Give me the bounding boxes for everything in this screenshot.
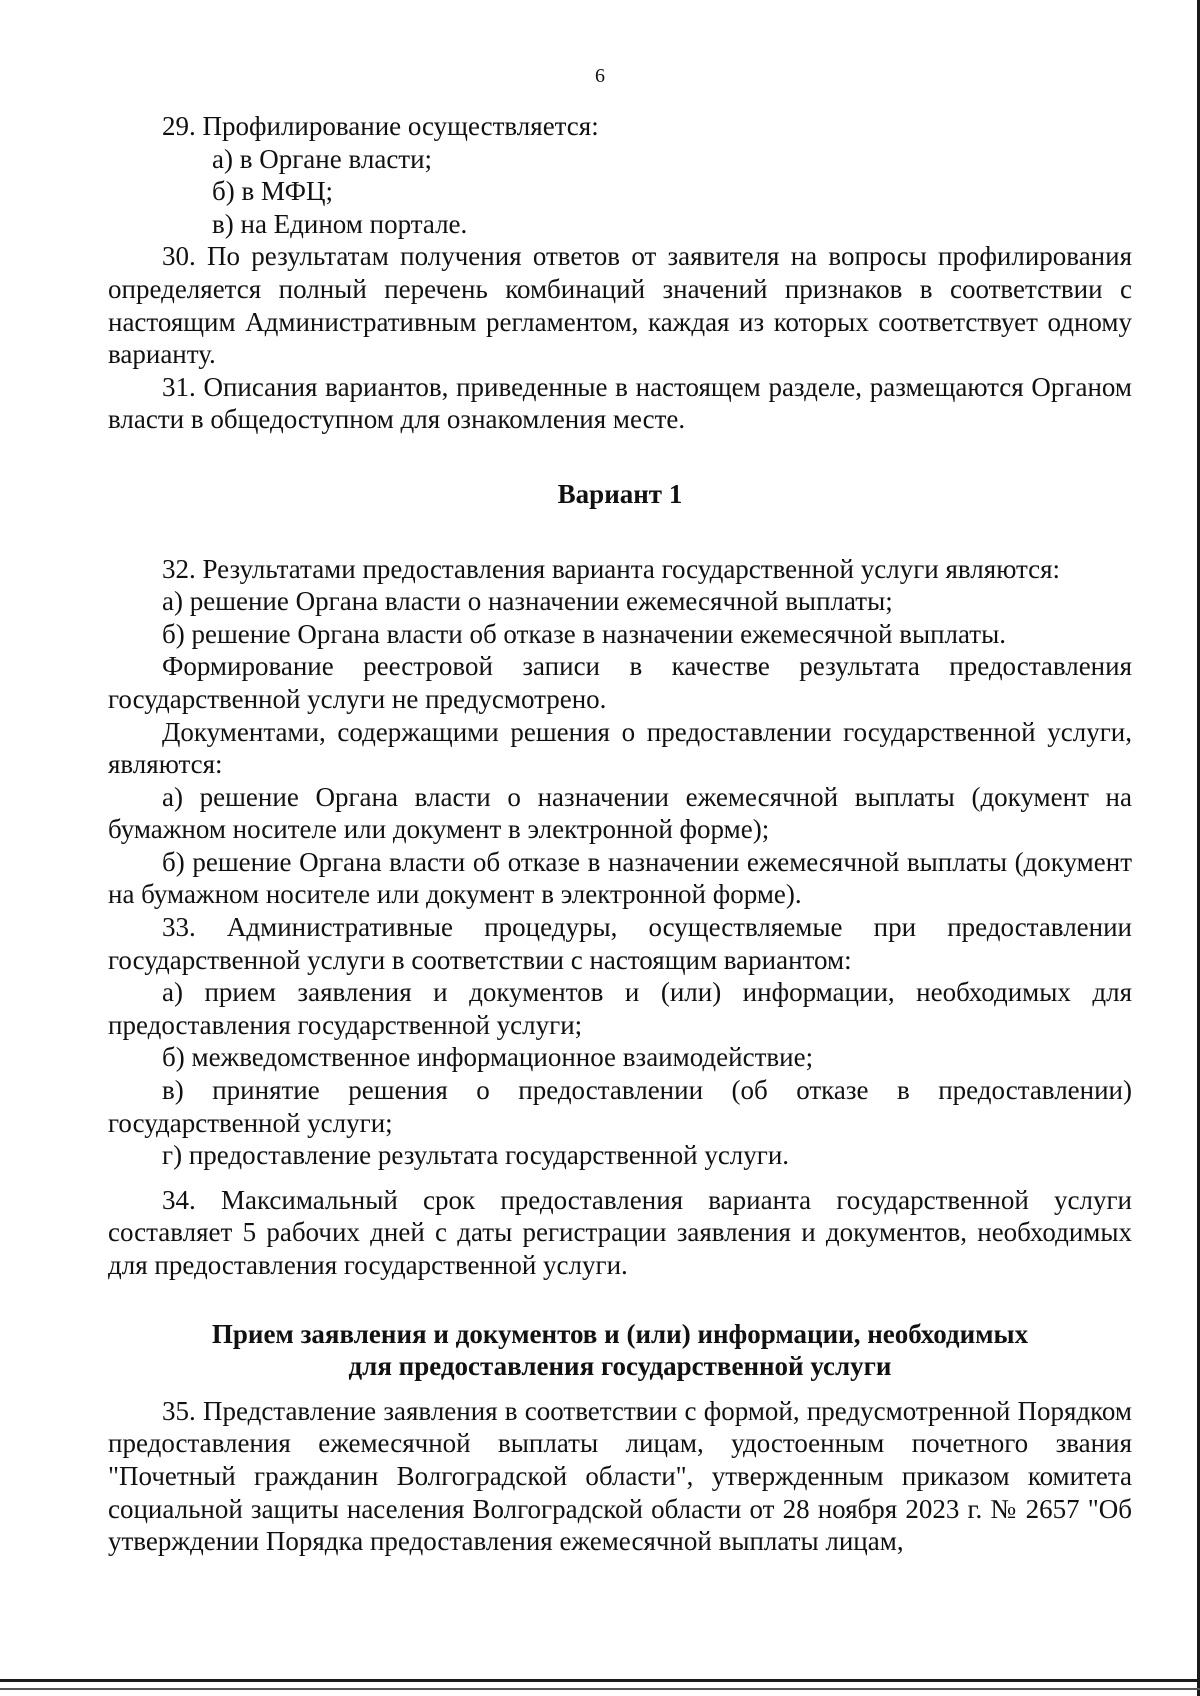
paragraph-32-f: б) решение Органа власти об отказе в назначении ежемесячной выплаты (документ на бумажном носителе или документ в электронной форме). — [108, 846, 1132, 910]
paragraph-31: 31. Описания вариантов, приведенные в настоящем разделе, размещаются Органом власти в общедоступном для ознакомления месте. — [108, 371, 1132, 435]
paragraph-32-c: Формирование реестровой записи в качестве результата предоставления государственной услуги не предусмотрено. — [108, 651, 1132, 714]
paragraph-33-a: а) прием заявления и документов и (или) информации, необходимых для предоставления государственной услуги; — [108, 977, 1132, 1040]
paragraph-34: 34. Максимальный срок предоставления варианта государственной услуги составляет 5 рабочих дней с даты регистрации заявления и документов, необходимых для предоставления государственной услуги. — [108, 1184, 1132, 1280]
document-body — [108, 110, 1132, 1558]
paragraph-33: 33. Административные процедуры, осуществляемые при предоставлении государственной услуги в соответствии с настоящим вариантом: — [108, 912, 1132, 975]
paragraph-33-d: г) предоставление результата государственной услуги. — [162, 1140, 790, 1171]
paragraph-29-a: а) в Органе власти; — [212, 143, 433, 174]
paragraph-33-c: в) принятие решения о предоставлении (об отказе в предоставлении) государственной услуги; — [108, 1075, 1132, 1138]
paragraph-32-a: а) решение Органа власти о назначении ежемесячной выплаты; — [162, 586, 893, 617]
paragraph-29: 29. Профилирование осуществляется: — [162, 111, 599, 141]
paragraph-30: 30. По результатам получения ответов от заявителя на вопросы профилирования определяется полный перечень комбинаций значений признаков в соответствии с настоящим Административным регламентом, каждая из которых соответствует одному варианту. — [108, 241, 1132, 370]
paragraph-32-b: б) решение Органа власти об отказе в назначении ежемесячной выплаты. — [162, 618, 1007, 649]
scan-edge-bottom-shadow — [0, 1688, 1200, 1690]
paragraph-32: 32. Результатами предоставления варианта государственной услуги являются: — [162, 553, 1061, 584]
section-heading-variant-1: Вариант 1 — [557, 478, 683, 509]
paragraph-29-b: б) в МФЦ; — [212, 176, 333, 207]
paragraph-32-d: Документами, содержащими решения о предоставлении государственной услуги, являются: — [108, 716, 1132, 780]
paragraph-35: 35. Представление заявления в соответствии с формой, предусмотренной Порядком предоставления ежемесячной выплаты лицам, удостоенным почетного звания "Почетный гражданин Волгоградской области", утвержденным приказом комитета социальной защиты населения Волгоградской области от 28 ноября 2023 г. № 2657 "Об утверждении Порядка предоставления ежемесячной выплаты лицам, — [108, 1395, 1132, 1557]
section-heading-intake-line-1: Прием заявления и документов и (или) информации, необходимых — [211, 1318, 1029, 1349]
scan-edge-bottom — [0, 1679, 1200, 1682]
page-number: 6 — [595, 65, 605, 87]
paragraph-32-e: а) решение Органа власти о назначении ежемесячной выплаты (документ на бумажном носителе или документ в электронной форме); — [108, 781, 1132, 845]
section-heading-intake-line-2: для предоставления государственной услуги — [348, 1351, 892, 1382]
paragraph-33-b: б) межведомственное информационное взаимодействие; — [162, 1042, 814, 1073]
paragraph-29-c: в) на Едином портале. — [212, 208, 468, 239]
